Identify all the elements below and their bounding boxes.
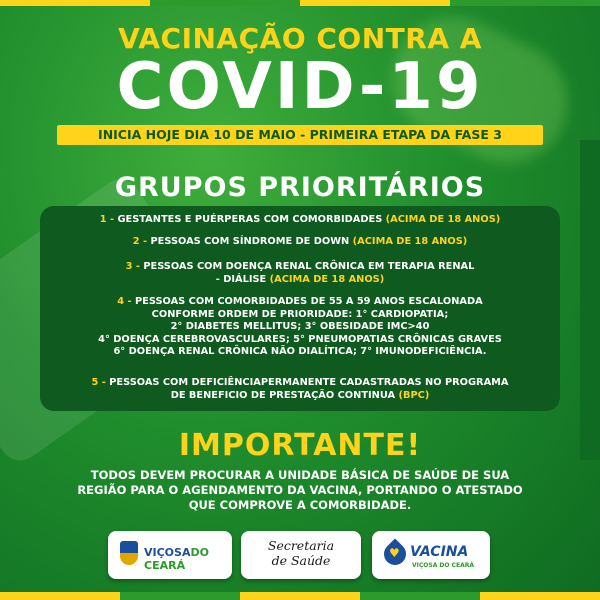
groups-box (40, 206, 560, 411)
top-stripe (0, 0, 600, 6)
vacina-name: VACINA (410, 544, 469, 560)
important-line: QUE COMPROVE A COMORBIDADE. (188, 498, 412, 512)
group-condition-line: 6° DOENÇA RENAL CRÔNICA NÃO DIALÍTICA; 7° IMUNODEFICIÊNCIA. (113, 346, 487, 357)
vacina-logo (372, 531, 490, 579)
group-age-highlight: (ACIMA DE 18 ANOS) (352, 236, 468, 247)
group-number: 3 - (125, 261, 140, 272)
group-bpc-highlight: (BPC) (398, 389, 430, 401)
group-condition-line: 2° DIABETES MELLITUS; 3° OBESIDADE IMC>40 (170, 321, 430, 332)
group-item-2 (40, 236, 560, 249)
group-condition-line: 4° DOENÇA CEREBROVASCULARES; 5° PNEUMOPATIAS CRÔNICAS GRAVES (98, 333, 502, 345)
city-logo (108, 531, 232, 579)
group-condition-line: CONFORME ORDEM DE PRIORIDADE: 1° CARDIOPATIA; (151, 308, 449, 320)
group-number: 4 - (117, 296, 132, 307)
group-text-line2: DE BENEFICIO DE PRESTAÇÃO CONTINUA (170, 389, 399, 401)
group-text-line2: - DIÁLISE (215, 273, 270, 285)
date-banner: INICIA HOJE DIA 10 DE MAIO - PRIMEIRA ETAPA DA FASE 3 (57, 125, 543, 145)
group-number: 1 - (99, 214, 115, 225)
city-name: VIÇOSADO CEARÁ (144, 546, 209, 572)
group-number: 2 - (132, 236, 148, 247)
header-line1: VACINAÇÃO CONTRA A (118, 22, 482, 55)
bottom-stripe (0, 592, 600, 600)
important-line: TODOS DEVEM PROCURAR A UNIDADE BÁSICA DE SAÚDE DE SUA (90, 468, 510, 482)
groups-title: GRUPOS PRIORITÁRIOS (114, 172, 486, 203)
group-text: PESSOAS COM SÍNDROME DE DOWN (147, 236, 353, 247)
group-item-4 (40, 296, 560, 359)
group-item-5 (40, 377, 560, 402)
heart-icon: ♥ (389, 546, 400, 560)
group-item-3 (40, 261, 560, 286)
important-text (30, 468, 570, 513)
group-number: 5 - (91, 377, 106, 388)
group-text: PESSOAS COM DOENÇA RENAL CRÔNICA EM TERAPIA RENAL (139, 261, 475, 272)
city-crest-icon (120, 541, 138, 565)
secretaria-name: Secretaria de Saúde (267, 538, 335, 568)
important-title: IMPORTANTE! (178, 428, 422, 463)
group-age-highlight: (ACIMA DE 18 ANOS) (269, 273, 385, 285)
group-text: PESSOAS COM COMORBIDADES DE 55 A 59 ANOS ESCALONADA (131, 296, 483, 307)
header-line2: COVID-19 (116, 50, 484, 124)
important-line: REGIÃO PARA O AGENDAMENTO DA VACINA, PORTANDO O ATESTADO (77, 483, 523, 497)
vacina-sub: VIÇOSA DO CEARÁ (412, 562, 475, 569)
group-age-highlight: (ACIMA DE 18 ANOS) (385, 214, 501, 225)
group-text: PESSOAS COM DEFICIÊNCIAPERMANENTE CADASTRADAS NO PROGRAMA (105, 377, 509, 388)
secretaria-logo (241, 531, 361, 579)
group-text: GESTANTES E PUÉRPERAS COM COMORBIDADES (114, 214, 386, 225)
group-item-1 (40, 214, 560, 227)
